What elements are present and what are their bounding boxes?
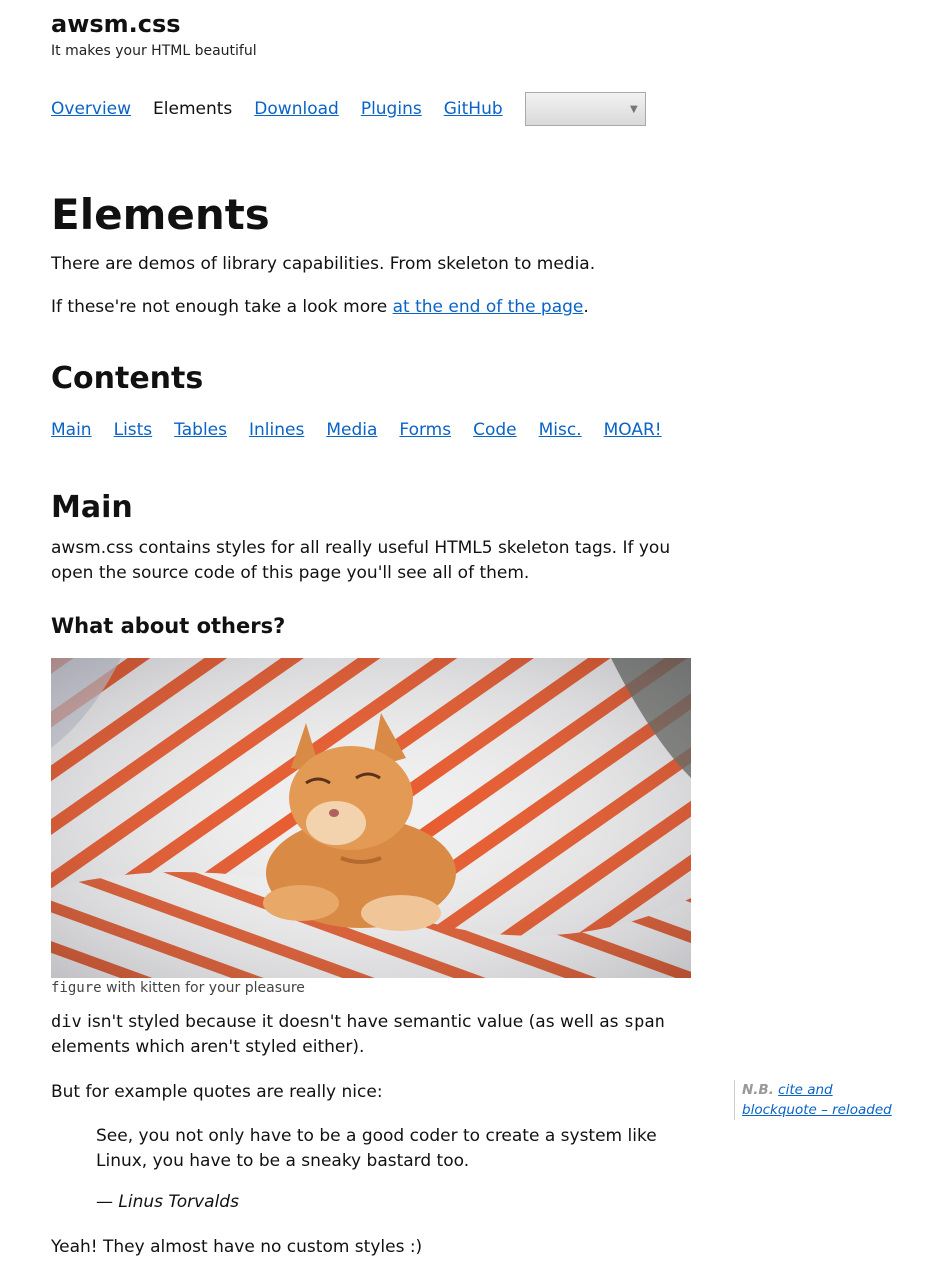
contents-link-code[interactable]: Code [473,420,517,440]
nav-download[interactable]: Download [254,99,339,119]
blockquote: See, you not only have to be a good coder to create a system like Linux, you have to be a sneaky bastard too. [96,1126,657,1171]
site-title: awsm.css [51,10,181,38]
contents-link-lists[interactable]: Lists [113,420,153,440]
figure-caption [51,980,305,996]
figure-code: figure [51,980,102,996]
contents-links [51,420,684,440]
figure-caption-text: with kitten for your pleasure [101,980,305,996]
site-tagline: It makes your HTML beautiful [51,43,257,59]
contents-link-misc[interactable]: Misc. [538,420,582,440]
chevron-down-icon: ▼ [629,104,638,115]
nb-label: N.B. [742,1082,774,1098]
nav-overview[interactable]: Overview [51,99,132,119]
nav-elements-current: Elements [153,99,233,119]
div-text-2: elements which aren't styled either). [51,1037,365,1057]
kitten-illustration [51,658,691,978]
cite-dash: — [96,1192,119,1212]
nav-github[interactable]: GitHub [443,99,503,119]
intro-more-before: If these're not enough take a look more [51,297,393,317]
cite-author: Linus Torvalds [118,1192,239,1212]
nav-plugins[interactable]: Plugins [360,99,422,119]
contents-link-moar[interactable]: MOAR! [603,420,662,440]
span-code: span [623,1012,665,1032]
others-subheading: What about others? [51,614,286,638]
outro-text: Yeah! They almost have no custom styles :) [51,1237,423,1257]
intro-more-text [51,295,589,320]
kitten-figure-image [51,658,691,978]
intro-text: There are demos of library capabilities. From skeleton to media. [51,254,596,274]
page-title: Elements [51,190,270,239]
div-text-1: isn't styled because it doesn't have semantic value (as well as [81,1012,624,1032]
quote-citation [96,1192,239,1212]
theme-select[interactable] [525,92,646,126]
intro-more-after: . [583,297,589,317]
main-description: awsm.css contains styles for all really useful HTML5 skeleton tags. If you open the source code of this page you'll see all of them. [51,538,671,583]
main-nav [51,92,646,126]
contents-heading: Contents [51,361,204,396]
contents-link-tables[interactable]: Tables [174,420,227,440]
main-heading: Main [51,490,133,525]
contents-link-inlines[interactable]: Inlines [249,420,305,440]
end-of-page-link[interactable]: at the end of the page [392,297,584,317]
contents-link-media[interactable]: Media [326,420,378,440]
contents-link-main[interactable]: Main [51,420,92,440]
contents-link-forms[interactable]: Forms [399,420,452,440]
div-code: div [51,1012,82,1032]
quotes-intro: But for example quotes are really nice: [51,1082,383,1102]
cite-blockquote-link[interactable]: cite and blockquote – reloaded [742,1082,892,1118]
div-paragraph [51,1010,691,1060]
side-note [734,1080,892,1120]
